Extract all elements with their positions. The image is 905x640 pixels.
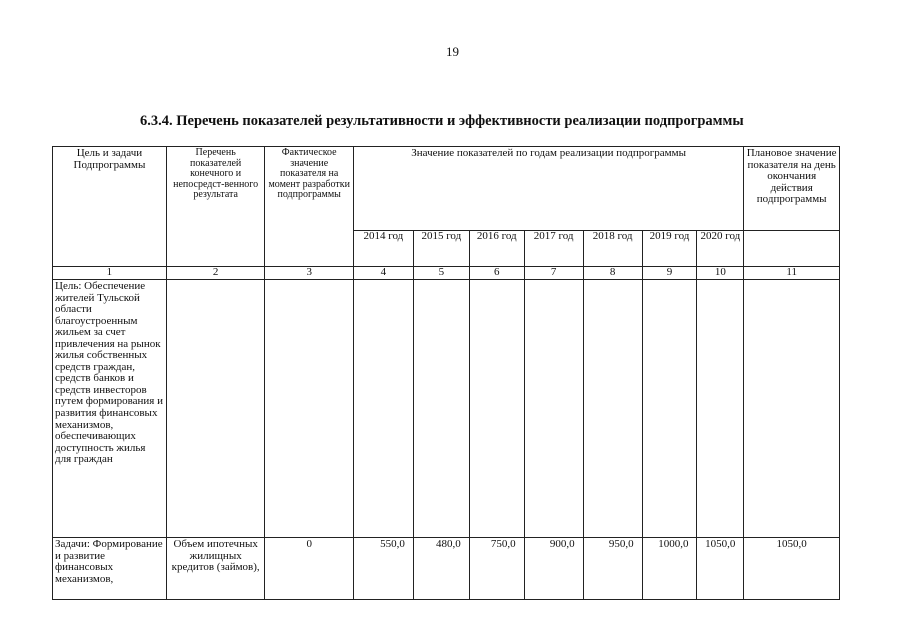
year-2014: 2014 год	[353, 231, 413, 267]
task-row	[53, 538, 840, 600]
goal-empty-cell	[583, 280, 642, 538]
page-number: 19	[446, 44, 459, 59]
header-actual-value: Фактическое значение показателя на момент разработки подпрограммы	[265, 147, 353, 267]
header-goal-tasks: Цель и задачи Подпрограммы	[53, 147, 167, 267]
section-title: 6.3.4. Перечень показателей результативности и эффективности реализации подпрограммы	[140, 113, 744, 129]
value-2016: 750,0	[469, 538, 524, 600]
header-indicators: Перечень показателей конечного и непосредст-венного результата	[166, 147, 265, 267]
actual-value: 0	[265, 538, 353, 600]
value-2018: 950,0	[583, 538, 642, 600]
value-2020: 1050,0	[697, 538, 744, 600]
col-number: 11	[744, 267, 840, 280]
value-2015: 480,0	[413, 538, 469, 600]
goal-empty-cell	[524, 280, 583, 538]
value-2019: 1000,0	[642, 538, 697, 600]
header-row	[53, 147, 840, 231]
goal-empty-cell	[166, 280, 265, 538]
goal-empty-cell	[697, 280, 744, 538]
col-number: 4	[353, 267, 413, 280]
goal-row	[53, 280, 840, 538]
header-planned-value: Плановое значение показателя на день окончания действия подпрограммы	[744, 147, 840, 231]
goal-text: Цель: Обеспечение жителей Тульской области благоустроенным жильем за счет привлечения на рынок жилья собственных средств граждан, средств банков и средств инвесторов путем формирования и развития финансовых механизмов, обеспечивающих доступность жилья для граждан	[53, 280, 167, 538]
col-number: 8	[583, 267, 642, 280]
year-2015: 2015 год	[413, 231, 469, 267]
indicators-table	[52, 146, 840, 600]
col-number: 5	[413, 267, 469, 280]
year-2020: 2020 год	[697, 231, 744, 267]
year-planned-blank	[744, 231, 840, 267]
goal-empty-cell	[642, 280, 697, 538]
col-number: 7	[524, 267, 583, 280]
year-2017: 2017 год	[524, 231, 583, 267]
year-2016: 2016 год	[469, 231, 524, 267]
col-number: 6	[469, 267, 524, 280]
value-2017: 900,0	[524, 538, 583, 600]
col-number: 3	[265, 267, 353, 280]
column-numbers-row	[53, 267, 840, 280]
goal-empty-cell	[265, 280, 353, 538]
col-number: 9	[642, 267, 697, 280]
goal-empty-cell	[469, 280, 524, 538]
indicator-text: Объем ипотечных жилищных кредитов (займов),	[166, 538, 265, 600]
col-number: 10	[697, 267, 744, 280]
planned-value: 1050,0	[744, 538, 840, 600]
col-number: 2	[166, 267, 265, 280]
value-2014: 550,0	[353, 538, 413, 600]
header-values-by-year: Значение показателей по годам реализации подпрограммы	[353, 147, 743, 231]
goal-empty-cell	[744, 280, 840, 538]
year-2019: 2019 год	[642, 231, 697, 267]
goal-empty-cell	[413, 280, 469, 538]
task-text: Задачи: Формирование и развитие финансовых механизмов,	[53, 538, 167, 600]
year-2018: 2018 год	[583, 231, 642, 267]
goal-empty-cell	[353, 280, 413, 538]
col-number: 1	[53, 267, 167, 280]
